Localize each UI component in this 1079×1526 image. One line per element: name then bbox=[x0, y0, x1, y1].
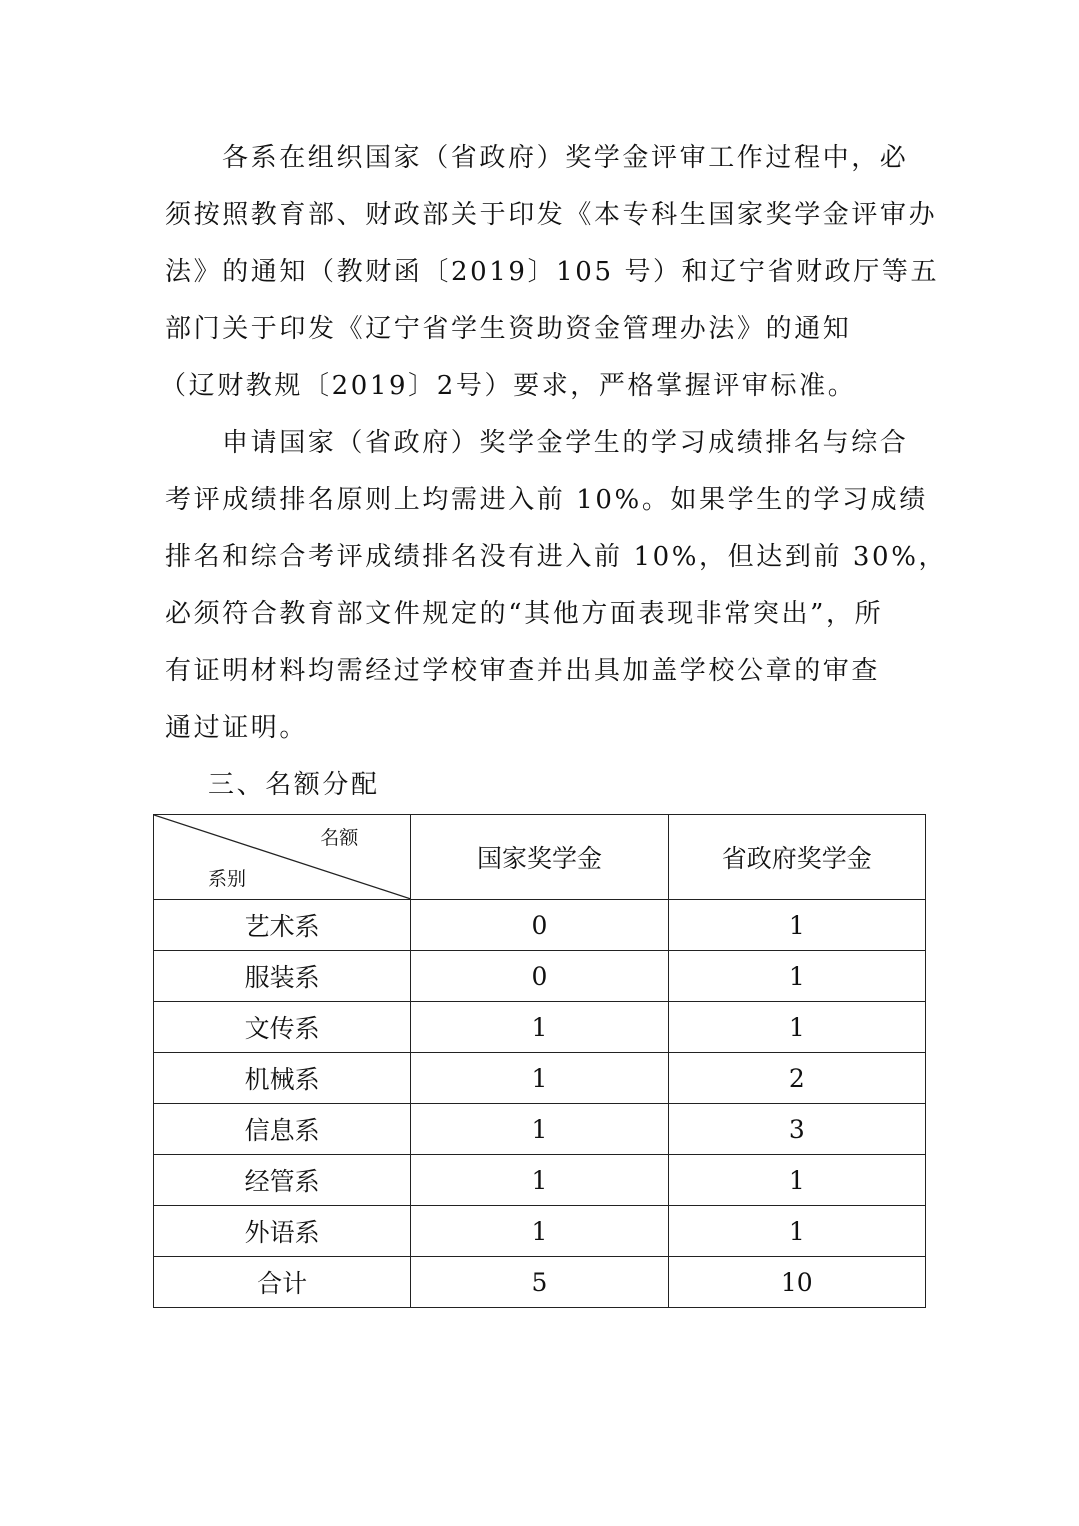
cell-national: 1 bbox=[411, 1053, 668, 1104]
cell-provincial: 1 bbox=[668, 1155, 925, 1206]
diagonal-line bbox=[154, 815, 411, 899]
table-row bbox=[154, 1053, 926, 1104]
table-header-row bbox=[154, 815, 926, 900]
table-row bbox=[154, 951, 926, 1002]
cell-provincial: 1 bbox=[668, 900, 925, 951]
cell-national: 0 bbox=[411, 900, 668, 951]
table-row bbox=[154, 1206, 926, 1257]
cell-provincial: 1 bbox=[668, 951, 925, 1002]
cell-provincial: 2 bbox=[668, 1053, 925, 1104]
cell-national: 0 bbox=[411, 951, 668, 1002]
cell-dept: 合计 bbox=[154, 1257, 411, 1308]
corner-header-cell bbox=[154, 815, 411, 900]
table-row bbox=[154, 1002, 926, 1053]
column-header: 国家奖学金 bbox=[411, 815, 668, 900]
quota-table bbox=[153, 814, 926, 1308]
cell-dept: 机械系 bbox=[154, 1053, 411, 1104]
text-line: 有证明材料均需经过学校审查并出具加盖学校公章的审查 bbox=[165, 656, 881, 686]
cell-dept: 服装系 bbox=[154, 951, 411, 1002]
text-line: （辽财教规〔2019〕2号）要求，严格掌握评审标准。 bbox=[160, 371, 857, 401]
cell-dept: 外语系 bbox=[154, 1206, 411, 1257]
cell-dept: 信息系 bbox=[154, 1104, 411, 1155]
cell-provincial: 1 bbox=[668, 1206, 925, 1257]
section-heading: 三、名额分配 bbox=[208, 770, 380, 800]
cell-provincial: 10 bbox=[668, 1257, 925, 1308]
text-line: 须按照教育部、财政部关于印发《本专科生国家奖学金评审办 bbox=[165, 200, 938, 230]
table-row bbox=[154, 900, 926, 951]
cell-provincial: 1 bbox=[668, 1002, 925, 1053]
column-header: 省政府奖学金 bbox=[668, 815, 925, 900]
corner-label-dept: 系别 bbox=[208, 868, 247, 890]
cell-dept: 艺术系 bbox=[154, 900, 411, 951]
text-line: 各系在组织国家（省政府）奖学金评审工作过程中，必 bbox=[222, 143, 909, 173]
table-row bbox=[154, 1155, 926, 1206]
cell-dept: 经管系 bbox=[154, 1155, 411, 1206]
text-line: 部门关于印发《辽宁省学生资助资金管理办法》的通知 bbox=[165, 314, 852, 344]
corner-label-quota: 名额 bbox=[320, 827, 359, 849]
cell-provincial: 3 bbox=[668, 1104, 925, 1155]
text-line: 法》的通知（教财函〔2019〕105 号）和辽宁省财政厅等五 bbox=[165, 257, 940, 287]
cell-dept: 文传系 bbox=[154, 1002, 411, 1053]
text-line: 考评成绩排名原则上均需进入前 10%。如果学生的学习成绩 bbox=[165, 485, 928, 515]
table-row bbox=[154, 1257, 926, 1308]
cell-national: 1 bbox=[411, 1206, 668, 1257]
text-line: 排名和综合考评成绩排名没有进入前 10%，但达到前 30%， bbox=[165, 542, 948, 572]
cell-national: 5 bbox=[411, 1257, 668, 1308]
cell-national: 1 bbox=[411, 1155, 668, 1206]
cell-national: 1 bbox=[411, 1002, 668, 1053]
cell-national: 1 bbox=[411, 1104, 668, 1155]
table-row bbox=[154, 1104, 926, 1155]
text-line: 必须符合教育部文件规定的“其他方面表现非常突出”，所 bbox=[165, 599, 884, 629]
text-line: 申请国家（省政府）奖学金学生的学习成绩排名与综合 bbox=[222, 428, 909, 458]
text-line: 通过证明。 bbox=[165, 713, 309, 743]
